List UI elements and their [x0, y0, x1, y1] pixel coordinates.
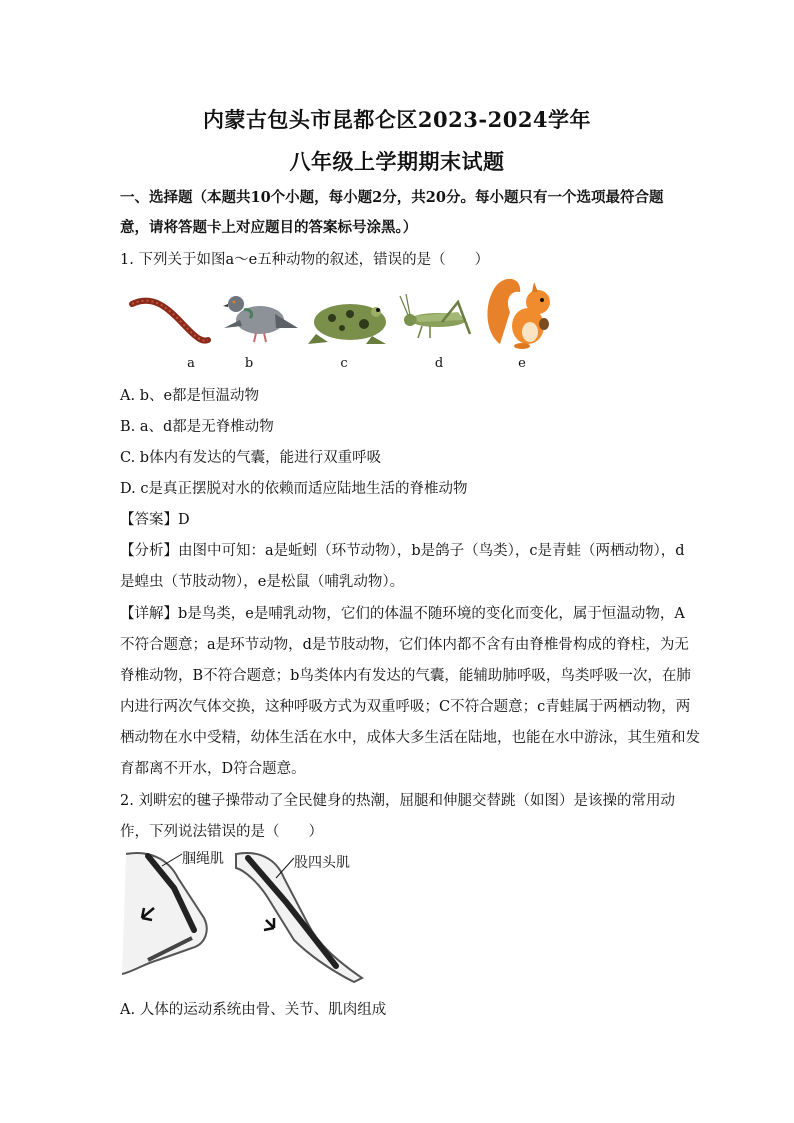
option-b: B. a、d都是无脊椎动物 — [120, 419, 274, 435]
detail-line: 【详解】b是鸟类，e是哺乳动物，它们的体温不随环境的变化而变化，属于恒温动物，A — [120, 606, 685, 622]
page-subtitle: 八年级上学期期末试题 — [289, 149, 505, 174]
figure-label-d: d — [434, 356, 444, 371]
option-c: C. b体内有发达的气囊，能进行双重呼吸 — [120, 450, 382, 466]
answer: 【答案】D — [120, 512, 190, 528]
detail-line: 内进行两次气体交换，这种呼吸方式为双重呼吸；C不符合题意；c青蛙属于两栖动物，两 — [120, 699, 691, 715]
figure-label-a: a — [187, 356, 195, 371]
detail-line: 栖动物在水中受精，幼体生活在水中，成体大多生活在陆地，也能在水中游泳，其生殖和发 — [120, 730, 700, 746]
detail-line: 育都离不开水，D符合题意。 — [120, 761, 306, 777]
question-2-stem-line2: 作，下列说法错误的是（ ） — [120, 824, 323, 840]
pigeon-icon — [220, 284, 300, 346]
question-2-option-a: A. 人体的运动系统由骨、关节、肌肉组成 — [120, 1002, 387, 1018]
analysis-line1: 【分析】由图中可知：a是蚯蚓（环节动物），b是鸽子（鸟类），c是青蛙（两栖动物），d — [120, 543, 685, 559]
analysis-line2: 是蝗虫（节肢动物），e是松鼠（哺乳动物）。 — [120, 574, 405, 590]
page-title: 内蒙古包头市昆都仑区2023-2024学年 — [202, 107, 592, 132]
section-heading-line2: 意，请将答题卡上对应题目的答案标号涂黑。） — [120, 219, 418, 236]
option-d: D. c是真正摆脱对水的依赖而适应陆地生活的脊椎动物 — [120, 481, 468, 497]
figure-label-quadriceps: 股四头肌 — [294, 855, 350, 871]
section-heading-line1: 一、选择题（本题共10个小题，每小题2分，共20分。每小题只有一个选项最符合题 — [120, 189, 664, 206]
detail-line: 脊椎动物，B不符合题意；b鸟类体内有发达的气囊，能辅助肺呼吸，鸟类呼吸一次，在肺 — [120, 668, 691, 684]
option-a: A. b、e都是恒温动物 — [120, 388, 260, 404]
figure-label-e: e — [518, 356, 526, 371]
earthworm-icon — [128, 290, 212, 350]
figure-label-b: b — [244, 356, 254, 371]
figure-label-hamstring: 腘绳肌 — [182, 851, 224, 867]
animal-figure — [120, 268, 580, 378]
question-1-stem: 1. 下列关于如图a～e五种动物的叙述，错误的是（ ） — [120, 252, 490, 268]
figure-label-c: c — [340, 356, 348, 371]
question-2-stem-line1: 2. 刘畊宏的毽子操带动了全民健身的热潮，屈腿和伸腿交替跳（如图）是该操的常用动 — [120, 793, 675, 809]
leg-muscle-figure — [118, 848, 378, 988]
squirrel-icon — [482, 272, 562, 352]
grasshopper-icon — [398, 290, 476, 344]
detail-line: 不符合题意；a是环节动物，d是节肢动物，它们体内都不含有由脊椎骨构成的脊柱，为无 — [120, 637, 689, 653]
frog-icon — [306, 290, 392, 346]
